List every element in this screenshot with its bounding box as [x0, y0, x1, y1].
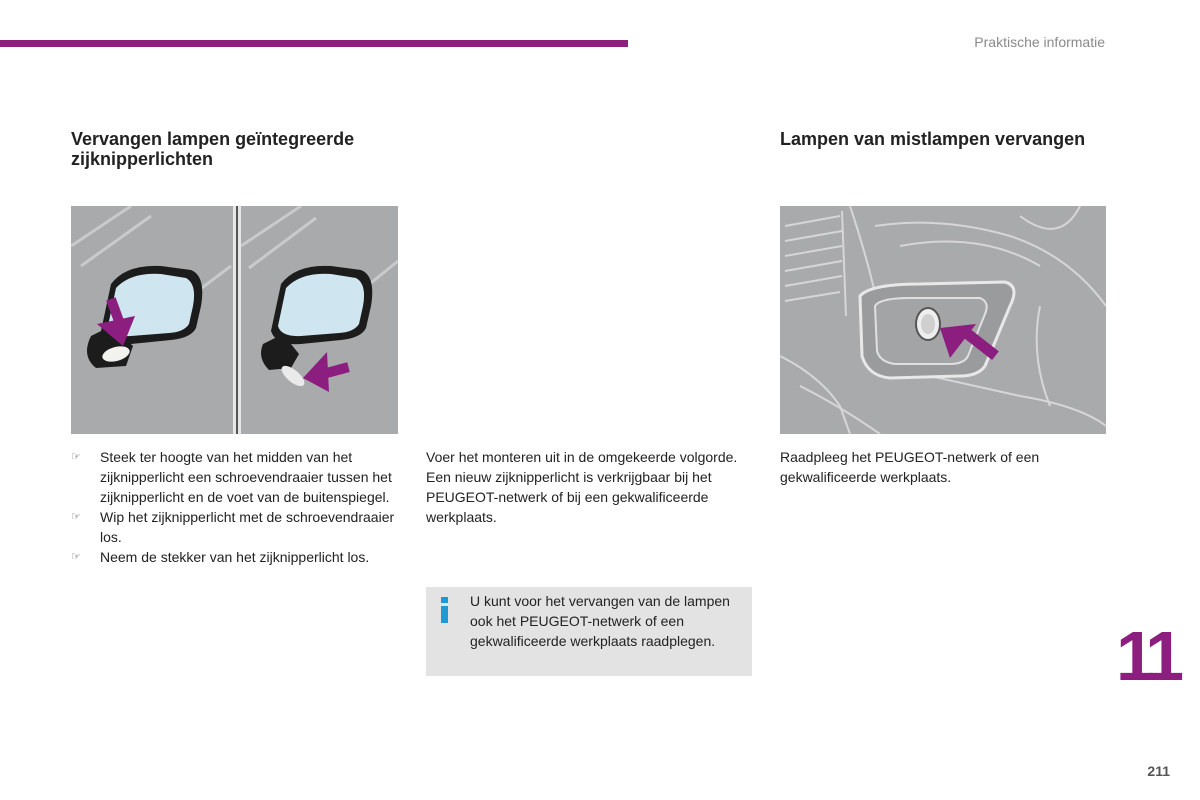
info-box: [426, 587, 752, 676]
pointing-hand-icon: ☞: [71, 451, 81, 463]
section-title: Praktische informatie: [974, 34, 1105, 50]
right-text: Raadpleeg het PEUGEOT-netwerk of een gekwalificeerde werkplaats.: [780, 449, 1040, 485]
pointing-hand-icon: ☞: [71, 511, 81, 523]
list-item: ☞ Wip het zijknipperlicht met de schroevendraaier los.: [71, 509, 395, 545]
list-item: ☞ Steek ter hoogte van het midden van het zijknipperlicht een schroevendraaier tussen het zijknipperlicht en de voet van de buitenspiegel.: [71, 449, 392, 505]
availability-paragraph: Een nieuw zijknipperlicht is verkrijgbaar bij het PEUGEOT-netwerk of bij een gekwalificeerde werkplaats.: [426, 469, 712, 525]
right-heading: Lampen van mistlampen vervangen: [780, 129, 1086, 149]
reassembly-paragraph: Voer het monteren uit in de omgekeerde volgorde.: [426, 449, 738, 465]
middle-text: [426, 447, 751, 527]
accent-bar: [0, 40, 628, 47]
left-heading: Vervangen lampen geïntegreerde zijknipperlichten: [71, 129, 355, 169]
left-steps: [71, 447, 401, 567]
chapter-number: 11: [1116, 617, 1178, 695]
info-icon: [438, 595, 452, 625]
pointing-hand-icon: ☞: [71, 551, 81, 563]
fog-lamp-illustration: [780, 206, 1106, 434]
mirror-illustration: [71, 206, 398, 434]
page-number: 211: [1147, 763, 1170, 779]
info-text: U kunt voor het vervangen van de lampen ook het PEUGEOT-netwerk of een gekwalificeerde werkplaats raadplegen.: [470, 593, 730, 649]
list-item: ☞ Neem de stekker van het zijknipperlicht los.: [71, 549, 370, 565]
